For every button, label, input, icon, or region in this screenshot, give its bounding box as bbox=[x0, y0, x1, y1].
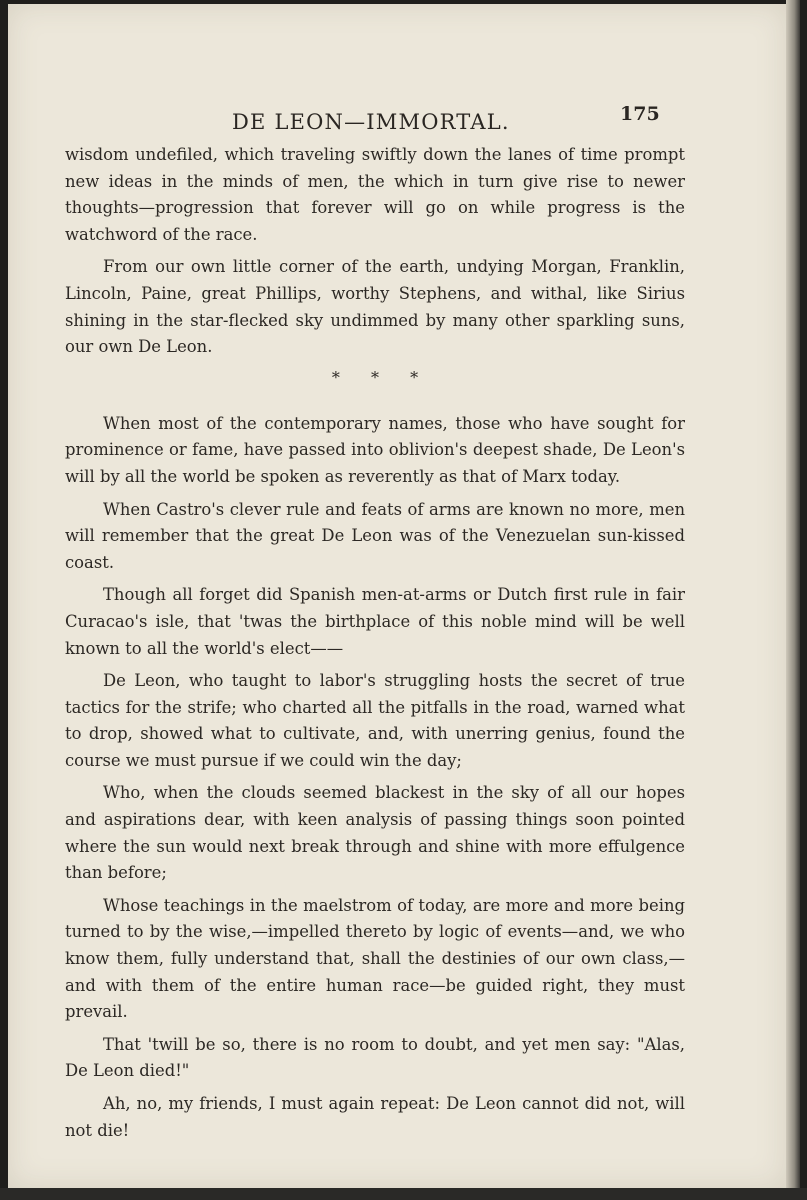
paragraph: From our own little corner of the earth, undying Morgan, Franklin, Lincoln, Paine, great Phillips, worthy Stephens, and withal, like Sirius shining in the star-flecked sky undimmed by many other sparkling suns, our own De Leon. bbox=[65, 257, 685, 357]
bottom-edge bbox=[0, 1188, 807, 1200]
paragraph: Ah, no, my friends, I must again repeat: De Leon cannot did not, will not die! bbox=[65, 1094, 685, 1140]
paragraph: De Leon, who taught to labor's struggling hosts the secret of true tactics for the strife; who charted all the pitfalls in the road, warned what to drop, showed what to cultivate, and, with unerring genius, found the course we must pursue if we could win the day; bbox=[65, 671, 685, 770]
paragraph: wisdom undefiled, which traveling swiftly down the lanes of time prompt new ideas in the minds of men, the which in turn give rise to newer thoughts—progression that forever will go on while progress is the watchword of the race. bbox=[65, 145, 685, 244]
running-title: DE LEON—IMMORTAL. bbox=[232, 110, 510, 134]
paragraph: When Castro's clever rule and feats of arms are known no more, men will remember that the great De Leon was of the Venezuelan sun-kissed coast. bbox=[65, 499, 685, 572]
paragraph: Who, when the clouds seemed blackest in the sky of all our hopes and aspirations dear, with keen analysis of passing things soon pointed where the sun would next break through and shine with more effulgence than before; bbox=[65, 783, 685, 883]
paragraph: That 'twill be so, there is no room to doubt, and yet men say: "Alas, De Leon died!" bbox=[65, 1034, 685, 1081]
paragraph: Whose teachings in the maelstrom of today, are more and more being turned to by the wise,—impelled thereto by logic of events—and, we who know them, fully understand that, shall the destinies of our own class,—and with them of the entire human race—be guided right, they must prevail. bbox=[65, 895, 685, 1022]
section-separator: * * * bbox=[331, 367, 419, 387]
page-number: 175 bbox=[620, 103, 660, 125]
paragraph: Though all forget did Spanish men-at-arms or Dutch first rule in fair Curacao's isle, that 'twas the birthplace of this noble mind will be well known to all the world's elect—— bbox=[65, 585, 685, 658]
paragraph: When most of the contemporary names, those who have sought for prominence or fame, have passed into oblivion's deepest shade, De Leon's will by all the world be spoken as reverently as that of Marx today. bbox=[65, 413, 685, 486]
page-edge bbox=[786, 0, 800, 1200]
page-body bbox=[65, 142, 685, 1144]
